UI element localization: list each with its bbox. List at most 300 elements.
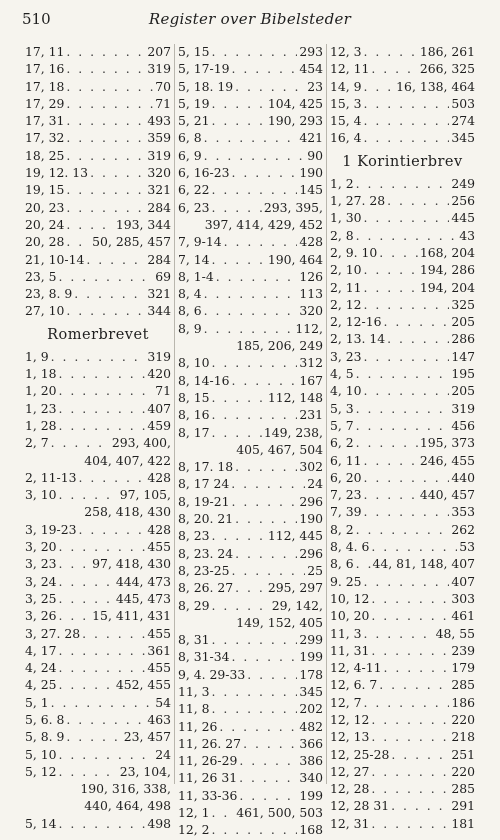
leader-dots [66, 182, 145, 197]
page-references: 251 [451, 746, 475, 762]
leader-dots [364, 130, 450, 145]
leader-dots [59, 608, 91, 623]
index-entry [25, 470, 171, 487]
page-references: 43 [459, 227, 475, 243]
page-references: 285 [451, 781, 475, 797]
verse-reference: 6, 2 [330, 435, 354, 451]
page-references: 168 [299, 822, 323, 838]
verse-reference: 8, 26. 27 [178, 580, 234, 596]
verse-reference: 12, 25-28 [330, 746, 390, 762]
verse-reference: 12, 31 [330, 815, 370, 831]
leader-dots [356, 522, 450, 537]
page-references: 286 [451, 331, 475, 347]
page-references: 178 [299, 666, 323, 682]
page-references: 456 [451, 417, 475, 433]
page-references: 97, 105, [119, 487, 171, 503]
leader-dots [59, 764, 118, 779]
index-entry [25, 591, 171, 608]
verse-reference: 12, 27 [330, 763, 370, 779]
page-references: 195, 373 [419, 435, 475, 451]
page-references: 256 [451, 193, 475, 209]
leader-dots [356, 418, 450, 433]
index-entry [330, 44, 475, 61]
leader-dots [78, 522, 145, 537]
verse-reference: 12, 28 [330, 781, 370, 797]
index-entry [25, 712, 171, 729]
index-entry [178, 44, 323, 61]
page-references: 407 [147, 400, 171, 416]
leader-dots [364, 210, 450, 225]
verse-reference: 7, 39 [330, 504, 362, 520]
leader-dots [59, 816, 146, 831]
verse-reference: 27, 10 [25, 303, 65, 319]
leader-dots [82, 626, 145, 641]
page-references: 205 [451, 314, 475, 330]
verse-reference: 1, 28 [25, 417, 57, 433]
verse-reference: 8, 4. 6 [330, 539, 370, 555]
index-entry [330, 660, 475, 677]
leader-dots [212, 598, 270, 613]
page-references: 445, 473 [115, 590, 171, 606]
index-entry [330, 366, 475, 383]
index-entry [25, 200, 171, 217]
leader-dots [231, 563, 305, 578]
verse-reference: 3, 24 [25, 573, 57, 589]
index-entry [25, 234, 171, 251]
leader-dots [204, 130, 298, 145]
index-entry [25, 182, 171, 199]
verse-reference: 4, 24 [25, 660, 57, 676]
page-references: 220 [451, 763, 475, 779]
page-references: 23, 104, [119, 763, 171, 779]
verse-reference: 8, 29 [178, 597, 210, 613]
page-references: 239 [451, 642, 475, 658]
index-entry [330, 228, 475, 245]
page-references: 70 [155, 78, 171, 94]
index-entry [330, 435, 475, 452]
index-entry [25, 217, 171, 234]
page-references: 48, 55 [435, 625, 475, 641]
leader-dots [364, 96, 450, 111]
leader-dots [59, 574, 114, 589]
verse-reference: 2, 13. 14 [330, 331, 386, 347]
index-entry [330, 695, 475, 712]
leader-dots [356, 176, 450, 191]
verse-reference: 19, 15 [25, 182, 65, 198]
index-entry [330, 729, 475, 746]
page-references: 104, 425 [267, 95, 323, 111]
verse-reference: 2, 7 [25, 435, 49, 451]
verse-reference: 10, 20 [330, 608, 370, 624]
leader-dots [59, 487, 118, 502]
index-entry [178, 684, 323, 701]
page-references: 344 [147, 303, 171, 319]
leader-dots [66, 712, 145, 727]
leader-dots [247, 667, 297, 682]
verse-reference: 20, 28 [25, 234, 65, 250]
page-number: 510 [22, 10, 51, 28]
page-references: 291 [451, 798, 475, 814]
leader-dots [59, 269, 154, 284]
index-entry [178, 355, 323, 372]
leader-dots [391, 798, 449, 813]
leader-dots [212, 113, 266, 128]
page-references: 340 [299, 770, 323, 786]
entry-pages-continued: 149, 152, 405 [236, 614, 323, 630]
page-references: 186 [451, 694, 475, 710]
verse-reference: 5, 19 [178, 95, 210, 111]
verse-reference: 5, 21 [178, 113, 210, 129]
verse-reference: 11, 26 31 [178, 770, 238, 786]
verse-reference: 4, 5 [330, 366, 354, 382]
leader-dots [371, 729, 449, 744]
leader-dots [78, 470, 145, 485]
leader-dots [364, 453, 418, 468]
page-references: 445 [451, 210, 475, 226]
verse-reference: 12, 4-11 [330, 660, 382, 676]
entry-pages-continued: 258, 418, 430 [84, 504, 171, 520]
leader-dots [224, 234, 298, 249]
page-references: 321 [147, 182, 171, 198]
page-references: 194, 204 [419, 279, 475, 295]
leader-dots [383, 314, 449, 329]
verse-reference: 1, 2 [330, 175, 354, 191]
verse-reference: 8, 17 24 [178, 476, 230, 492]
leader-dots [364, 297, 450, 312]
page-references: 23, 457 [123, 729, 171, 745]
index-entry [25, 269, 171, 286]
index-entry [178, 494, 323, 511]
leader-dots [86, 252, 145, 267]
index-columns [22, 44, 478, 838]
verse-reference: 17, 29 [25, 95, 65, 111]
page-references: 205 [451, 383, 475, 399]
leader-dots [59, 383, 154, 398]
index-entry [330, 504, 475, 521]
verse-reference: 7, 9-14 [178, 234, 222, 250]
verse-reference: 8, 23. 24 [178, 545, 234, 561]
verse-reference: 3, 19-23 [25, 521, 77, 537]
verse-reference: 5, 18. 19 [178, 78, 234, 94]
leader-dots [379, 245, 418, 260]
index-entry [25, 252, 171, 269]
page-references: 454 [299, 61, 323, 77]
index-entry [330, 176, 475, 193]
verse-reference: 17, 16 [25, 61, 65, 77]
verse-reference: 3, 10 [25, 487, 57, 503]
index-column-3 [326, 44, 478, 831]
index-entry [178, 598, 323, 615]
index-entry [330, 193, 475, 210]
leader-dots [66, 113, 145, 128]
index-entry [330, 383, 475, 400]
page-references: 126 [299, 268, 323, 284]
leader-dots [383, 660, 449, 675]
page-references: 194, 286 [419, 262, 475, 278]
page-references: 461 [451, 608, 475, 624]
page-references: 299 [299, 632, 323, 648]
page-references: 459 [147, 417, 171, 433]
index-entry [25, 487, 171, 504]
verse-reference: 17, 18 [25, 78, 65, 94]
leader-dots [356, 401, 450, 416]
index-entry [330, 677, 475, 694]
verse-reference: 7, 14 [178, 251, 210, 267]
index-entry [330, 626, 475, 643]
leader-dots [204, 303, 298, 318]
page-references: 353 [451, 504, 475, 520]
leader-dots [231, 61, 297, 76]
page-references: 274 [451, 113, 475, 129]
page-references: 359 [147, 130, 171, 146]
page-references: 319 [451, 400, 475, 416]
leader-dots [212, 252, 266, 267]
index-entry [330, 418, 475, 435]
page-references: 186, 261 [419, 44, 475, 59]
leader-dots [212, 44, 298, 59]
index-entry [178, 130, 323, 147]
index-entry [178, 200, 323, 217]
verse-reference: 11, 8 [178, 701, 210, 717]
entry-pages-continued: 185, 206, 249 [236, 338, 323, 354]
index-entry [178, 165, 323, 182]
index-entry [25, 816, 171, 833]
page-references: 69 [155, 268, 171, 284]
verse-reference: 5, 3 [330, 400, 354, 416]
index-entry [178, 511, 323, 528]
verse-reference: 12, 11 [330, 61, 370, 77]
leader-dots [356, 366, 450, 381]
index-column-1 [22, 44, 174, 831]
index-entry [330, 96, 475, 113]
verse-reference: 3, 25 [25, 590, 57, 606]
page-references: 71 [155, 383, 171, 399]
verse-reference: 20, 24 [25, 216, 65, 232]
index-entry [330, 245, 475, 262]
verse-reference: 3, 26 [25, 608, 57, 624]
leader-dots [371, 591, 449, 606]
leader-dots [364, 349, 450, 364]
entry-pages-continued: 190, 316, 338, [80, 781, 171, 797]
page-references: 455 [147, 660, 171, 676]
page-references: 262 [451, 521, 475, 537]
page-references: 181 [451, 815, 475, 831]
leader-dots [59, 660, 146, 675]
page-references: 428 [147, 469, 171, 485]
leader-dots [204, 286, 298, 301]
verse-reference: 8, 15 [178, 389, 210, 405]
leader-dots [371, 764, 449, 779]
verse-reference: 5, 12 [25, 763, 57, 779]
index-entry [330, 210, 475, 227]
index-entry [178, 753, 323, 770]
leader-dots [239, 788, 297, 803]
verse-reference: 3, 23 [25, 556, 57, 572]
page-references: 463 [147, 711, 171, 727]
leader-dots [216, 269, 298, 284]
index-entry [178, 822, 323, 839]
page-references: 112, 445 [267, 528, 323, 544]
verse-reference: 5, 1 [25, 694, 49, 710]
page-references: 361 [147, 642, 171, 658]
index-entry [25, 626, 171, 643]
verse-reference: 21, 10-14 [25, 251, 85, 267]
page-references: 285 [451, 677, 475, 693]
running-title: Register over Bibelsteder [148, 10, 352, 28]
page-references: 421 [299, 130, 323, 146]
verse-reference: 8, 16 [178, 407, 210, 423]
page-references: 24 [307, 476, 323, 492]
leader-dots [66, 44, 145, 59]
index-entry [178, 234, 323, 251]
page-references: 249 [451, 175, 475, 191]
verse-reference: 9, 4. 29-33 [178, 666, 246, 682]
page-references: 24 [155, 746, 171, 762]
page-references: 112, [295, 320, 323, 336]
leader-dots [371, 608, 449, 623]
page-references: 319 [147, 61, 171, 77]
index-entry [178, 96, 323, 113]
index-entry [178, 719, 323, 736]
index-entry [25, 113, 171, 130]
verse-reference: 4, 17 [25, 642, 57, 658]
index-entry [25, 695, 171, 712]
page-references: 293, 395, [263, 199, 323, 215]
index-entry [178, 321, 323, 338]
leader-dots [59, 366, 146, 381]
leader-dots [66, 148, 145, 163]
page-references: 503 [451, 95, 475, 111]
index-entry [178, 61, 323, 78]
leader-dots [59, 747, 154, 762]
leader-dots [364, 44, 418, 59]
leader-dots [231, 649, 297, 664]
leader-dots [371, 643, 449, 658]
index-entry [25, 383, 171, 400]
verse-reference: 8, 6 [330, 556, 354, 572]
index-entry [178, 390, 323, 407]
verse-reference: 4, 10 [330, 383, 362, 399]
entry-pages-continued: 405, 467, 504 [236, 441, 323, 457]
index-entry [330, 470, 475, 487]
page-references: 113 [299, 286, 323, 302]
page-references: 455 [147, 539, 171, 555]
verse-reference: 3, 23 [330, 348, 362, 364]
leader-dots [66, 61, 145, 76]
index-entry [178, 269, 323, 286]
leader-dots [66, 130, 145, 145]
page-references: 493 [147, 113, 171, 129]
page-references: 90 [307, 147, 323, 163]
page-references: 420 [147, 366, 171, 382]
leader-dots [235, 511, 297, 526]
index-entry [330, 453, 475, 470]
leader-dots [66, 303, 145, 318]
page-references: 498 [147, 815, 171, 831]
page-references: 428 [147, 521, 171, 537]
page-references: 296 [299, 545, 323, 561]
index-entry [330, 712, 475, 729]
verse-reference: 17, 31 [25, 113, 65, 129]
index-entry [25, 130, 171, 147]
page-references: 320 [147, 165, 171, 181]
page-references: 319 [147, 348, 171, 364]
page-references: 440, 457 [419, 487, 475, 503]
verse-reference: 2, 11 [330, 279, 362, 295]
page-references: 199 [299, 649, 323, 665]
page-references: 295, 297 [267, 580, 323, 596]
verse-reference: 8, 20. 21 [178, 511, 234, 527]
leader-dots [66, 729, 121, 744]
page-references: 218 [451, 729, 475, 745]
index-entry [25, 96, 171, 113]
index-entry [330, 608, 475, 625]
index-entry [25, 286, 171, 303]
leader-dots [371, 712, 449, 727]
verse-reference: 8, 2 [330, 521, 354, 537]
leader-dots [212, 182, 298, 197]
index-entry [25, 435, 171, 452]
verse-reference: 11, 31 [330, 642, 370, 658]
index-entry [25, 660, 171, 677]
index-entry [25, 401, 171, 418]
verse-reference: 4, 25 [25, 677, 57, 693]
page-references: 202 [299, 701, 323, 717]
verse-reference: 17, 32 [25, 130, 65, 146]
verse-reference: 16, 4 [330, 130, 362, 146]
index-entry [330, 280, 475, 297]
page-references: 452, 455 [115, 677, 171, 693]
verse-reference: 6, 23 [178, 199, 210, 215]
index-entry [330, 747, 475, 764]
page-references: 284 [147, 199, 171, 215]
leader-dots [243, 736, 297, 751]
leader-dots [379, 677, 449, 692]
leader-dots [66, 96, 153, 111]
leader-dots [391, 747, 449, 762]
index-entry [330, 764, 475, 781]
verse-reference: 12, 7 [330, 694, 362, 710]
leader-dots [90, 165, 145, 180]
page-references: 149, 238, [263, 424, 323, 440]
verse-reference: 5, 6. 8 [25, 711, 65, 727]
leader-dots [59, 539, 146, 554]
index-entry [25, 165, 171, 182]
index-entry [330, 79, 475, 96]
verse-reference: 5, 14 [25, 815, 57, 831]
leader-dots [364, 383, 450, 398]
index-entry [25, 574, 171, 591]
verse-reference: 2, 9. 10 [330, 244, 378, 260]
leader-dots [212, 805, 235, 820]
leader-dots [74, 286, 145, 301]
page-references: 302 [299, 459, 323, 475]
leader-dots [51, 695, 154, 710]
leader-dots [212, 632, 298, 647]
index-entry [178, 252, 323, 269]
page-references: 482 [299, 718, 323, 734]
verse-reference: 7, 23 [330, 487, 362, 503]
index-entry [25, 764, 171, 781]
leader-dots [235, 79, 305, 94]
index-entry [25, 747, 171, 764]
page-references: 167 [299, 372, 323, 388]
index-entry [25, 79, 171, 96]
leader-dots [51, 349, 146, 364]
page-references: 284 [147, 251, 171, 267]
verse-reference: 6, 22 [178, 182, 210, 198]
page-references: 444, 473 [115, 573, 171, 589]
